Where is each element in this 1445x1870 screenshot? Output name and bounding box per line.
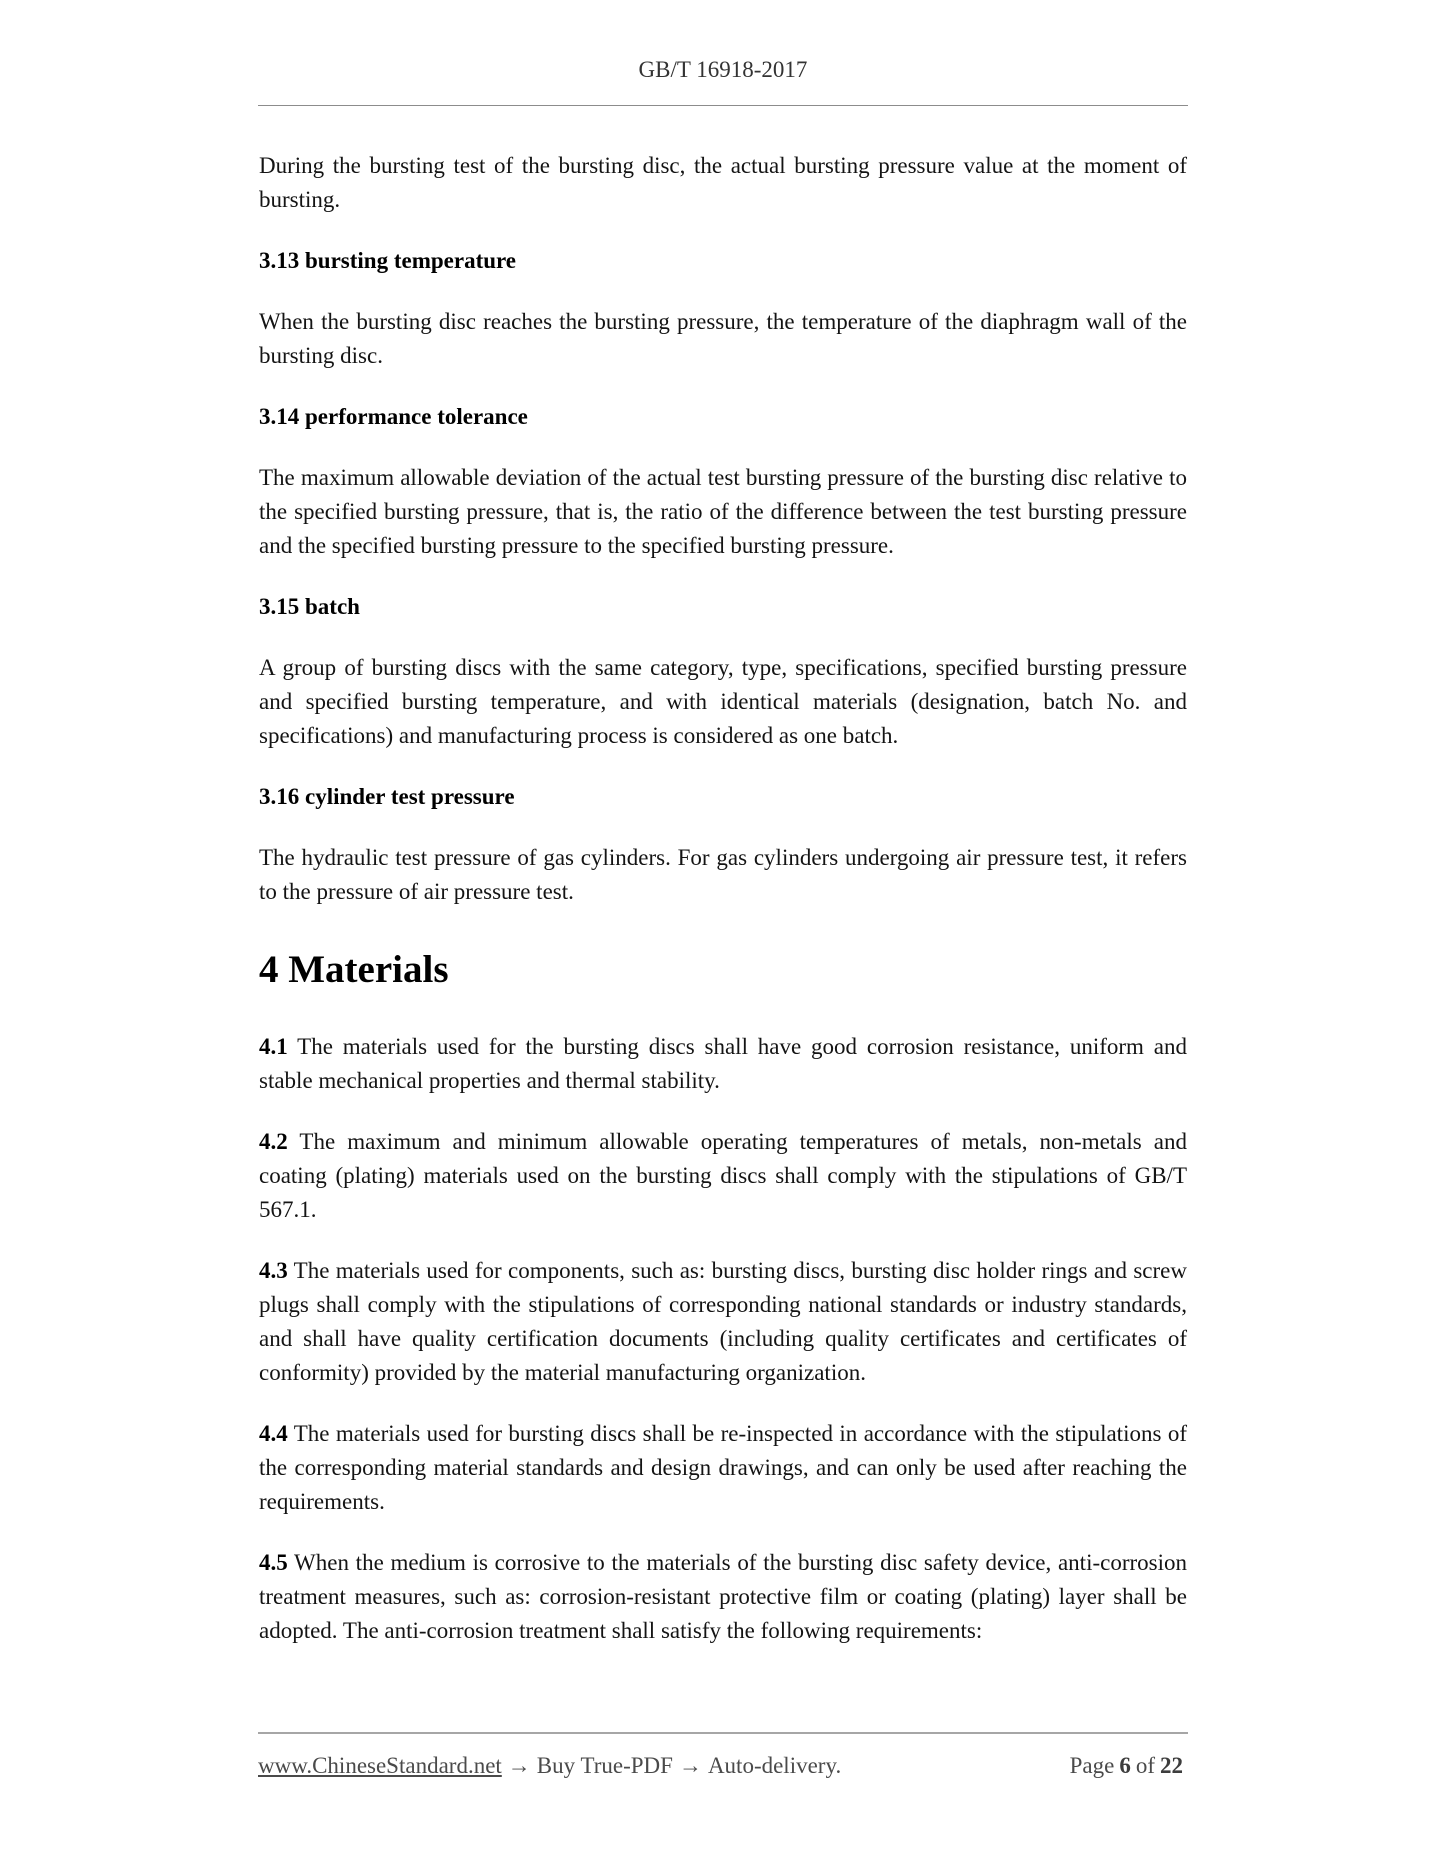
standard-number: GB/T 16918-2017 xyxy=(638,57,808,82)
para-text: The materials used for the bursting discs shall have good corrosion resistance, uniform and stable mechanical properties and thermal stability. xyxy=(259,1034,1187,1093)
para-text: The maximum and minimum allowable operating temperatures of metals, non-metals and coating (plating) materials used on the bursting discs shall comply with the stipulations of GB/T 567.1. xyxy=(259,1129,1187,1222)
heading-4-materials: 4 Materials xyxy=(259,948,449,991)
clause-number: 4.4 xyxy=(259,1421,288,1446)
para-4-5 xyxy=(259,1546,1187,1648)
clause-number: 4.5 xyxy=(259,1550,288,1575)
page-content xyxy=(259,149,1187,1675)
arrow-icon: → xyxy=(678,1753,702,1778)
header-divider xyxy=(258,105,1188,106)
footer-source-line xyxy=(258,1749,841,1783)
heading-3-14: 3.14 performance tolerance xyxy=(259,404,528,429)
arrow-icon: → xyxy=(507,1753,531,1778)
para-text: The materials used for bursting discs shall be re-inspected in accordance with the stipulations of the corresponding material standards and design drawings, and can only be used after reaching the requirements. xyxy=(259,1421,1187,1514)
para-4-1 xyxy=(259,1030,1187,1098)
delivery-text: Auto-delivery. xyxy=(707,1753,842,1778)
footer-divider xyxy=(258,1732,1188,1734)
para-text: The materials used for components, such as: bursting discs, bursting disc holder rings and screw plugs shall comply with the stipulations of corresponding national standards or industry standards, and shall have quality certification documents (including quality certificates and certificates of conformity) provided by the material manufacturing organization. xyxy=(259,1258,1187,1385)
clause-number: 4.1 xyxy=(259,1034,288,1059)
page-footer xyxy=(258,1749,1188,1783)
para-text: The maximum allowable deviation of the actual test bursting pressure of the bursting disc relative to the specified bursting pressure, that is, the ratio of the difference between the test bursting pressure and the specified bursting pressure to the specified bursting pressure. xyxy=(259,465,1187,558)
para-text: The hydraulic test pressure of gas cylinders. For gas cylinders undergoing air pressure test, it refers to the pressure of air pressure test. xyxy=(259,845,1187,904)
para-text: A group of bursting discs with the same category, type, specifications, specified bursting pressure and specified bursting temperature, and with identical materials (designation, batch No. and specifications) and manufacturing process is considered as one batch. xyxy=(259,655,1187,748)
para-4-4 xyxy=(259,1417,1187,1519)
para-3-14-body xyxy=(259,461,1187,563)
clause-number: 4.2 xyxy=(259,1129,288,1154)
para-text: When the medium is corrosive to the materials of the bursting disc safety device, anti-corrosion treatment measures, such as: corrosion-resistant protective film or coating (plating) layer shall be adopted. The anti-corrosion treatment shall satisfy the following requirements: xyxy=(259,1550,1187,1643)
para-3-13-body xyxy=(259,305,1187,373)
page-total: 22 xyxy=(1160,1753,1183,1778)
para-4-2 xyxy=(259,1125,1187,1227)
heading-3-16: 3.16 cylinder test pressure xyxy=(259,784,515,809)
para-3-16-body xyxy=(259,841,1187,909)
para-text: During the bursting test of the bursting disc, the actual bursting pressure value at the moment of bursting. xyxy=(259,153,1187,212)
page-label: Page xyxy=(1069,1753,1115,1778)
para-4-3 xyxy=(259,1254,1187,1390)
site-link[interactable]: www.ChineseStandard.net xyxy=(258,1753,502,1778)
page-indicator xyxy=(1070,1749,1188,1783)
page-number: 6 xyxy=(1119,1753,1131,1778)
heading-3-15: 3.15 batch xyxy=(259,594,360,619)
para-3-15-body xyxy=(259,651,1187,753)
heading-3-13: 3.13 bursting temperature xyxy=(259,248,517,273)
buy-text: Buy True-PDF xyxy=(536,1753,673,1778)
para-bursting-pressure-def xyxy=(259,149,1187,217)
para-text: When the bursting disc reaches the bursting pressure, the temperature of the diaphragm wall of the bursting disc. xyxy=(259,309,1187,368)
clause-number: 4.3 xyxy=(259,1258,288,1283)
of-label: of xyxy=(1135,1753,1155,1778)
